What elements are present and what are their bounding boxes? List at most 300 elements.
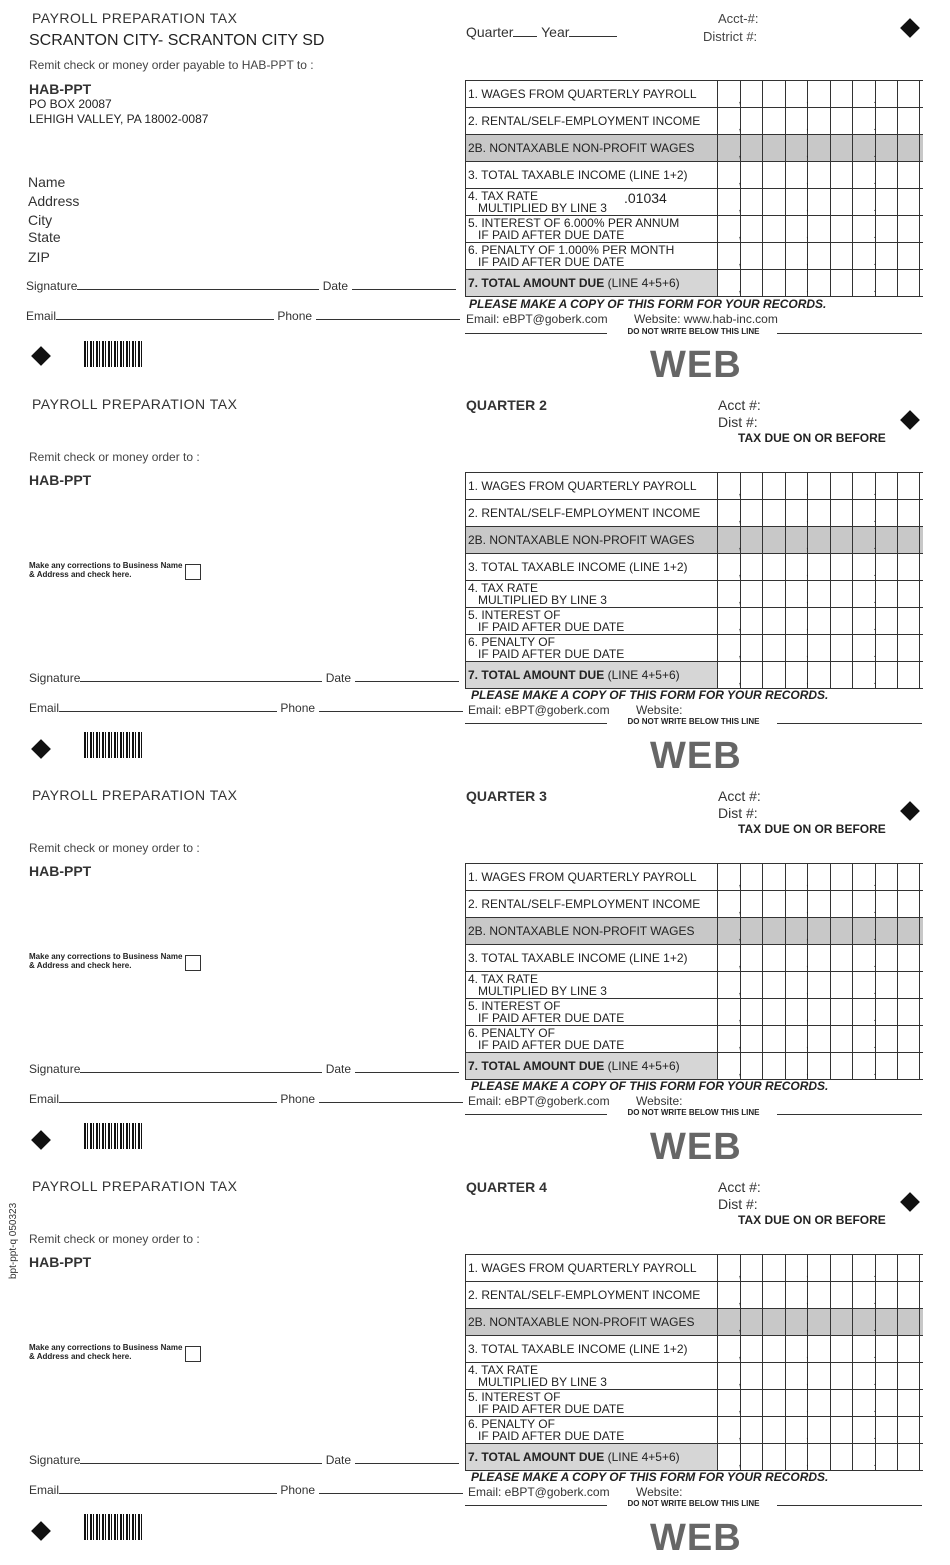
amount-digit-cell[interactable] — [785, 1255, 808, 1281]
amount-digit-cell[interactable] — [717, 189, 740, 215]
amount-digit-cell[interactable] — [740, 1363, 763, 1389]
email-field[interactable] — [59, 1483, 277, 1494]
amount-digit-cell[interactable] — [830, 162, 853, 188]
amount-digit-cell[interactable] — [717, 473, 740, 499]
amount-digit-cell[interactable] — [830, 1444, 853, 1470]
amount-digit-cell[interactable] — [852, 662, 875, 688]
phone-field[interactable] — [316, 309, 460, 320]
amount-digit-cell[interactable] — [830, 635, 853, 661]
amount-digit-cell[interactable] — [740, 243, 763, 269]
amount-digit-cell[interactable] — [762, 81, 785, 107]
amount-digit-cell[interactable] — [852, 608, 875, 634]
amount-digit-cell[interactable] — [762, 918, 785, 944]
amount-digit-cell[interactable] — [830, 108, 853, 134]
amount-digit-cell[interactable] — [852, 135, 875, 161]
amount-digit-cell[interactable] — [762, 1282, 785, 1308]
amount-digit-cell[interactable] — [740, 527, 763, 553]
amount-digit-cell[interactable] — [897, 527, 920, 553]
amount-digit-cell[interactable] — [762, 1053, 785, 1079]
amount-digit-cell[interactable] — [897, 1444, 920, 1470]
amount-digit-cell[interactable] — [740, 162, 763, 188]
amount-digit-cell[interactable] — [785, 473, 808, 499]
amount-digit-cell[interactable] — [875, 1336, 898, 1362]
amount-digit-cell[interactable] — [785, 1026, 808, 1052]
amount-digit-cell[interactable] — [717, 1282, 740, 1308]
amount-digit-cell[interactable] — [830, 918, 853, 944]
amount-digit-cell[interactable] — [807, 1417, 830, 1443]
amount-digit-cell[interactable] — [830, 1282, 853, 1308]
amount-digit-cell[interactable] — [717, 999, 740, 1025]
amount-digit-cell[interactable] — [717, 216, 740, 242]
amount-digit-cell[interactable] — [897, 1255, 920, 1281]
amount-digit-cell[interactable] — [785, 189, 808, 215]
amount-digit-cell[interactable] — [875, 1363, 898, 1389]
amount-digit-cell[interactable] — [830, 500, 853, 526]
amount-digit-cell[interactable] — [717, 918, 740, 944]
amount-digit-cell[interactable] — [897, 1390, 920, 1416]
date-field[interactable] — [352, 279, 456, 290]
amount-digit-cell[interactable] — [897, 554, 920, 580]
amount-digit-cell[interactable] — [897, 1309, 920, 1335]
amount-digit-cell[interactable] — [852, 1444, 875, 1470]
amount-digit-cell[interactable] — [762, 500, 785, 526]
amount-digit-cell[interactable] — [830, 81, 853, 107]
amount-digit-cell[interactable] — [717, 1417, 740, 1443]
amount-digit-cell[interactable] — [807, 1336, 830, 1362]
amount-digit-cell[interactable] — [717, 662, 740, 688]
amount-digit-cell[interactable] — [785, 999, 808, 1025]
amount-digit-cell[interactable] — [897, 608, 920, 634]
amount-digit-cell[interactable] — [897, 81, 920, 107]
amount-digit-cell[interactable] — [852, 1309, 875, 1335]
corrections-checkbox[interactable] — [185, 564, 201, 580]
amount-digit-cell[interactable] — [875, 608, 898, 634]
amount-digit-cell[interactable] — [717, 1053, 740, 1079]
amount-digit-cell[interactable] — [807, 1282, 830, 1308]
amount-digit-cell[interactable] — [875, 216, 898, 242]
amount-digit-cell[interactable] — [762, 999, 785, 1025]
amount-digit-cell[interactable] — [762, 162, 785, 188]
amount-digit-cell[interactable] — [717, 1336, 740, 1362]
amount-digit-cell[interactable] — [807, 1444, 830, 1470]
amount-digit-cell[interactable] — [830, 243, 853, 269]
amount-digit-cell[interactable] — [807, 972, 830, 998]
amount-digit-cell[interactable] — [807, 945, 830, 971]
amount-digit-cell[interactable] — [830, 972, 853, 998]
amount-digit-cell[interactable] — [717, 891, 740, 917]
amount-digit-cell[interactable] — [785, 500, 808, 526]
amount-digit-cell[interactable] — [807, 1255, 830, 1281]
amount-digit-cell[interactable] — [807, 243, 830, 269]
amount-digit-cell[interactable] — [852, 891, 875, 917]
amount-digit-cell[interactable] — [875, 473, 898, 499]
corrections-checkbox[interactable] — [185, 955, 201, 971]
amount-digit-cell[interactable] — [785, 1444, 808, 1470]
amount-digit-cell[interactable] — [830, 1255, 853, 1281]
amount-digit-cell[interactable] — [807, 608, 830, 634]
amount-digit-cell[interactable] — [807, 189, 830, 215]
amount-digit-cell[interactable] — [785, 243, 808, 269]
amount-digit-cell[interactable] — [740, 945, 763, 971]
amount-digit-cell[interactable] — [762, 1363, 785, 1389]
amount-digit-cell[interactable] — [740, 635, 763, 661]
amount-digit-cell[interactable] — [807, 1363, 830, 1389]
amount-digit-cell[interactable] — [830, 473, 853, 499]
amount-digit-cell[interactable] — [852, 1417, 875, 1443]
amount-digit-cell[interactable] — [852, 1255, 875, 1281]
amount-digit-cell[interactable] — [785, 972, 808, 998]
amount-digit-cell[interactable] — [740, 500, 763, 526]
amount-digit-cell[interactable] — [785, 1363, 808, 1389]
amount-digit-cell[interactable] — [830, 945, 853, 971]
amount-digit-cell[interactable] — [830, 554, 853, 580]
amount-digit-cell[interactable] — [830, 1390, 853, 1416]
amount-digit-cell[interactable] — [807, 864, 830, 890]
amount-digit-cell[interactable] — [875, 81, 898, 107]
amount-digit-cell[interactable] — [785, 1053, 808, 1079]
amount-digit-cell[interactable] — [875, 500, 898, 526]
amount-digit-cell[interactable] — [740, 1336, 763, 1362]
amount-digit-cell[interactable] — [762, 1255, 785, 1281]
email-field[interactable] — [59, 1092, 277, 1103]
amount-digit-cell[interactable] — [785, 81, 808, 107]
amount-digit-cell[interactable] — [875, 1417, 898, 1443]
amount-digit-cell[interactable] — [852, 500, 875, 526]
amount-digit-cell[interactable] — [852, 918, 875, 944]
amount-digit-cell[interactable] — [897, 135, 920, 161]
amount-digit-cell[interactable] — [785, 1417, 808, 1443]
amount-digit-cell[interactable] — [875, 527, 898, 553]
amount-digit-cell[interactable] — [740, 608, 763, 634]
amount-digit-cell[interactable] — [875, 1053, 898, 1079]
amount-digit-cell[interactable] — [740, 972, 763, 998]
amount-digit-cell[interactable] — [762, 891, 785, 917]
amount-digit-cell[interactable] — [717, 500, 740, 526]
amount-digit-cell[interactable] — [875, 1026, 898, 1052]
amount-digit-cell[interactable] — [852, 1336, 875, 1362]
amount-digit-cell[interactable] — [785, 635, 808, 661]
amount-digit-cell[interactable] — [875, 1444, 898, 1470]
amount-digit-cell[interactable] — [897, 891, 920, 917]
amount-digit-cell[interactable] — [807, 108, 830, 134]
amount-digit-cell[interactable] — [852, 1026, 875, 1052]
amount-digit-cell[interactable] — [830, 189, 853, 215]
amount-digit-cell[interactable] — [785, 135, 808, 161]
amount-digit-cell[interactable] — [740, 864, 763, 890]
signature-field[interactable] — [80, 1453, 322, 1464]
amount-digit-cell[interactable] — [830, 216, 853, 242]
date-field[interactable] — [355, 671, 459, 682]
date-field[interactable] — [355, 1453, 459, 1464]
amount-digit-cell[interactable] — [852, 1282, 875, 1308]
amount-digit-cell[interactable] — [875, 864, 898, 890]
corrections-checkbox[interactable] — [185, 1346, 201, 1362]
amount-digit-cell[interactable] — [740, 1390, 763, 1416]
amount-digit-cell[interactable] — [830, 1363, 853, 1389]
amount-digit-cell[interactable] — [875, 945, 898, 971]
amount-digit-cell[interactable] — [740, 1309, 763, 1335]
amount-digit-cell[interactable] — [807, 581, 830, 607]
amount-digit-cell[interactable] — [740, 1282, 763, 1308]
amount-digit-cell[interactable] — [852, 1363, 875, 1389]
amount-digit-cell[interactable] — [830, 1026, 853, 1052]
amount-digit-cell[interactable] — [897, 581, 920, 607]
amount-digit-cell[interactable] — [740, 1444, 763, 1470]
amount-digit-cell[interactable] — [785, 608, 808, 634]
amount-digit-cell[interactable] — [717, 972, 740, 998]
amount-digit-cell[interactable] — [830, 864, 853, 890]
amount-digit-cell[interactable] — [852, 243, 875, 269]
amount-digit-cell[interactable] — [807, 216, 830, 242]
amount-digit-cell[interactable] — [740, 662, 763, 688]
amount-digit-cell[interactable] — [785, 216, 808, 242]
amount-digit-cell[interactable] — [740, 1026, 763, 1052]
amount-digit-cell[interactable] — [897, 270, 920, 296]
phone-field[interactable] — [319, 1092, 463, 1103]
amount-digit-cell[interactable] — [807, 918, 830, 944]
amount-digit-cell[interactable] — [875, 162, 898, 188]
amount-digit-cell[interactable] — [717, 270, 740, 296]
amount-digit-cell[interactable] — [852, 999, 875, 1025]
amount-digit-cell[interactable] — [830, 1417, 853, 1443]
amount-digit-cell[interactable] — [807, 473, 830, 499]
amount-digit-cell[interactable] — [807, 500, 830, 526]
amount-digit-cell[interactable] — [852, 554, 875, 580]
amount-digit-cell[interactable] — [762, 972, 785, 998]
amount-digit-cell[interactable] — [852, 108, 875, 134]
amount-digit-cell[interactable] — [807, 162, 830, 188]
amount-digit-cell[interactable] — [875, 108, 898, 134]
amount-digit-cell[interactable] — [897, 972, 920, 998]
amount-digit-cell[interactable] — [875, 1309, 898, 1335]
amount-digit-cell[interactable] — [807, 891, 830, 917]
signature-field[interactable] — [77, 279, 319, 290]
amount-digit-cell[interactable] — [740, 1053, 763, 1079]
amount-digit-cell[interactable] — [830, 270, 853, 296]
amount-digit-cell[interactable] — [875, 189, 898, 215]
amount-digit-cell[interactable] — [740, 473, 763, 499]
amount-digit-cell[interactable] — [830, 1053, 853, 1079]
amount-digit-cell[interactable] — [785, 945, 808, 971]
amount-digit-cell[interactable] — [785, 554, 808, 580]
amount-digit-cell[interactable] — [785, 162, 808, 188]
amount-digit-cell[interactable] — [740, 270, 763, 296]
amount-digit-cell[interactable] — [785, 662, 808, 688]
signature-field[interactable] — [80, 1062, 322, 1073]
amount-digit-cell[interactable] — [807, 1390, 830, 1416]
amount-digit-cell[interactable] — [807, 635, 830, 661]
amount-digit-cell[interactable] — [897, 1336, 920, 1362]
amount-digit-cell[interactable] — [740, 581, 763, 607]
amount-digit-cell[interactable] — [875, 635, 898, 661]
amount-digit-cell[interactable] — [785, 864, 808, 890]
amount-digit-cell[interactable] — [785, 891, 808, 917]
amount-digit-cell[interactable] — [852, 162, 875, 188]
amount-digit-cell[interactable] — [807, 81, 830, 107]
amount-digit-cell[interactable] — [897, 1363, 920, 1389]
amount-digit-cell[interactable] — [852, 635, 875, 661]
amount-digit-cell[interactable] — [717, 635, 740, 661]
amount-digit-cell[interactable] — [897, 162, 920, 188]
amount-digit-cell[interactable] — [807, 1026, 830, 1052]
amount-digit-cell[interactable] — [762, 135, 785, 161]
amount-digit-cell[interactable] — [762, 635, 785, 661]
amount-digit-cell[interactable] — [897, 243, 920, 269]
amount-digit-cell[interactable] — [875, 1282, 898, 1308]
amount-digit-cell[interactable] — [830, 1336, 853, 1362]
amount-digit-cell[interactable] — [875, 999, 898, 1025]
amount-digit-cell[interactable] — [852, 1390, 875, 1416]
amount-digit-cell[interactable] — [717, 135, 740, 161]
amount-digit-cell[interactable] — [807, 135, 830, 161]
amount-digit-cell[interactable] — [717, 1255, 740, 1281]
amount-digit-cell[interactable] — [852, 945, 875, 971]
amount-digit-cell[interactable] — [762, 1336, 785, 1362]
amount-digit-cell[interactable] — [875, 1255, 898, 1281]
amount-digit-cell[interactable] — [807, 270, 830, 296]
amount-digit-cell[interactable] — [717, 1390, 740, 1416]
amount-digit-cell[interactable] — [762, 608, 785, 634]
amount-digit-cell[interactable] — [897, 999, 920, 1025]
amount-digit-cell[interactable] — [830, 662, 853, 688]
amount-digit-cell[interactable] — [830, 999, 853, 1025]
amount-digit-cell[interactable] — [762, 1390, 785, 1416]
amount-digit-cell[interactable] — [852, 270, 875, 296]
amount-digit-cell[interactable] — [807, 554, 830, 580]
amount-digit-cell[interactable] — [830, 608, 853, 634]
amount-digit-cell[interactable] — [875, 270, 898, 296]
amount-digit-cell[interactable] — [717, 108, 740, 134]
amount-digit-cell[interactable] — [785, 527, 808, 553]
amount-digit-cell[interactable] — [785, 918, 808, 944]
amount-digit-cell[interactable] — [762, 1309, 785, 1335]
phone-field[interactable] — [319, 1483, 463, 1494]
amount-digit-cell[interactable] — [807, 662, 830, 688]
amount-digit-cell[interactable] — [762, 189, 785, 215]
amount-digit-cell[interactable] — [740, 189, 763, 215]
amount-digit-cell[interactable] — [897, 1282, 920, 1308]
amount-digit-cell[interactable] — [762, 945, 785, 971]
amount-digit-cell[interactable] — [762, 473, 785, 499]
amount-digit-cell[interactable] — [807, 1309, 830, 1335]
year-field[interactable] — [569, 26, 617, 37]
amount-digit-cell[interactable] — [717, 243, 740, 269]
amount-digit-cell[interactable] — [852, 216, 875, 242]
signature-field[interactable] — [80, 671, 322, 682]
amount-digit-cell[interactable] — [852, 527, 875, 553]
amount-digit-cell[interactable] — [785, 1309, 808, 1335]
amount-digit-cell[interactable] — [852, 473, 875, 499]
amount-digit-cell[interactable] — [807, 527, 830, 553]
amount-digit-cell[interactable] — [740, 108, 763, 134]
amount-digit-cell[interactable] — [740, 216, 763, 242]
amount-digit-cell[interactable] — [830, 527, 853, 553]
amount-digit-cell[interactable] — [740, 135, 763, 161]
amount-digit-cell[interactable] — [897, 1417, 920, 1443]
quarter-field[interactable] — [513, 26, 537, 37]
amount-digit-cell[interactable] — [830, 581, 853, 607]
amount-digit-cell[interactable] — [785, 1282, 808, 1308]
amount-digit-cell[interactable] — [897, 473, 920, 499]
amount-digit-cell[interactable] — [875, 581, 898, 607]
amount-digit-cell[interactable] — [762, 662, 785, 688]
amount-digit-cell[interactable] — [740, 918, 763, 944]
amount-digit-cell[interactable] — [830, 891, 853, 917]
amount-digit-cell[interactable] — [875, 135, 898, 161]
date-field[interactable] — [355, 1062, 459, 1073]
amount-digit-cell[interactable] — [740, 81, 763, 107]
amount-digit-cell[interactable] — [740, 999, 763, 1025]
amount-digit-cell[interactable] — [785, 270, 808, 296]
amount-digit-cell[interactable] — [897, 1053, 920, 1079]
amount-digit-cell[interactable] — [717, 608, 740, 634]
amount-digit-cell[interactable] — [897, 945, 920, 971]
amount-digit-cell[interactable] — [717, 554, 740, 580]
amount-digit-cell[interactable] — [717, 864, 740, 890]
amount-digit-cell[interactable] — [897, 918, 920, 944]
phone-field[interactable] — [319, 701, 463, 712]
amount-digit-cell[interactable] — [762, 216, 785, 242]
amount-digit-cell[interactable] — [717, 1444, 740, 1470]
amount-digit-cell[interactable] — [897, 864, 920, 890]
amount-digit-cell[interactable] — [830, 1309, 853, 1335]
amount-digit-cell[interactable] — [852, 1053, 875, 1079]
amount-digit-cell[interactable] — [852, 581, 875, 607]
amount-digit-cell[interactable] — [717, 1363, 740, 1389]
amount-digit-cell[interactable] — [717, 945, 740, 971]
amount-digit-cell[interactable] — [807, 1053, 830, 1079]
amount-digit-cell[interactable] — [852, 972, 875, 998]
amount-digit-cell[interactable] — [875, 1390, 898, 1416]
amount-digit-cell[interactable] — [762, 554, 785, 580]
amount-digit-cell[interactable] — [807, 999, 830, 1025]
amount-digit-cell[interactable] — [740, 1417, 763, 1443]
amount-digit-cell[interactable] — [762, 243, 785, 269]
amount-digit-cell[interactable] — [875, 891, 898, 917]
amount-digit-cell[interactable] — [852, 81, 875, 107]
amount-digit-cell[interactable] — [717, 527, 740, 553]
amount-digit-cell[interactable] — [830, 135, 853, 161]
amount-digit-cell[interactable] — [762, 864, 785, 890]
amount-digit-cell[interactable] — [897, 662, 920, 688]
amount-digit-cell[interactable] — [852, 189, 875, 215]
amount-digit-cell[interactable] — [897, 500, 920, 526]
amount-digit-cell[interactable] — [875, 554, 898, 580]
email-field[interactable] — [59, 701, 277, 712]
amount-digit-cell[interactable] — [762, 1417, 785, 1443]
amount-digit-cell[interactable] — [762, 108, 785, 134]
amount-digit-cell[interactable] — [875, 972, 898, 998]
amount-digit-cell[interactable] — [717, 1026, 740, 1052]
amount-digit-cell[interactable] — [717, 581, 740, 607]
amount-digit-cell[interactable] — [897, 189, 920, 215]
amount-digit-cell[interactable] — [740, 1255, 763, 1281]
amount-digit-cell[interactable] — [852, 864, 875, 890]
amount-digit-cell[interactable] — [897, 108, 920, 134]
amount-digit-cell[interactable] — [740, 891, 763, 917]
amount-digit-cell[interactable] — [897, 216, 920, 242]
amount-digit-cell[interactable] — [875, 662, 898, 688]
amount-digit-cell[interactable] — [740, 554, 763, 580]
amount-digit-cell[interactable] — [897, 1026, 920, 1052]
amount-digit-cell[interactable] — [875, 918, 898, 944]
amount-digit-cell[interactable] — [762, 1444, 785, 1470]
amount-digit-cell[interactable] — [897, 635, 920, 661]
amount-digit-cell[interactable] — [762, 1026, 785, 1052]
amount-digit-cell[interactable] — [762, 527, 785, 553]
amount-digit-cell[interactable] — [785, 108, 808, 134]
amount-digit-cell[interactable] — [717, 81, 740, 107]
